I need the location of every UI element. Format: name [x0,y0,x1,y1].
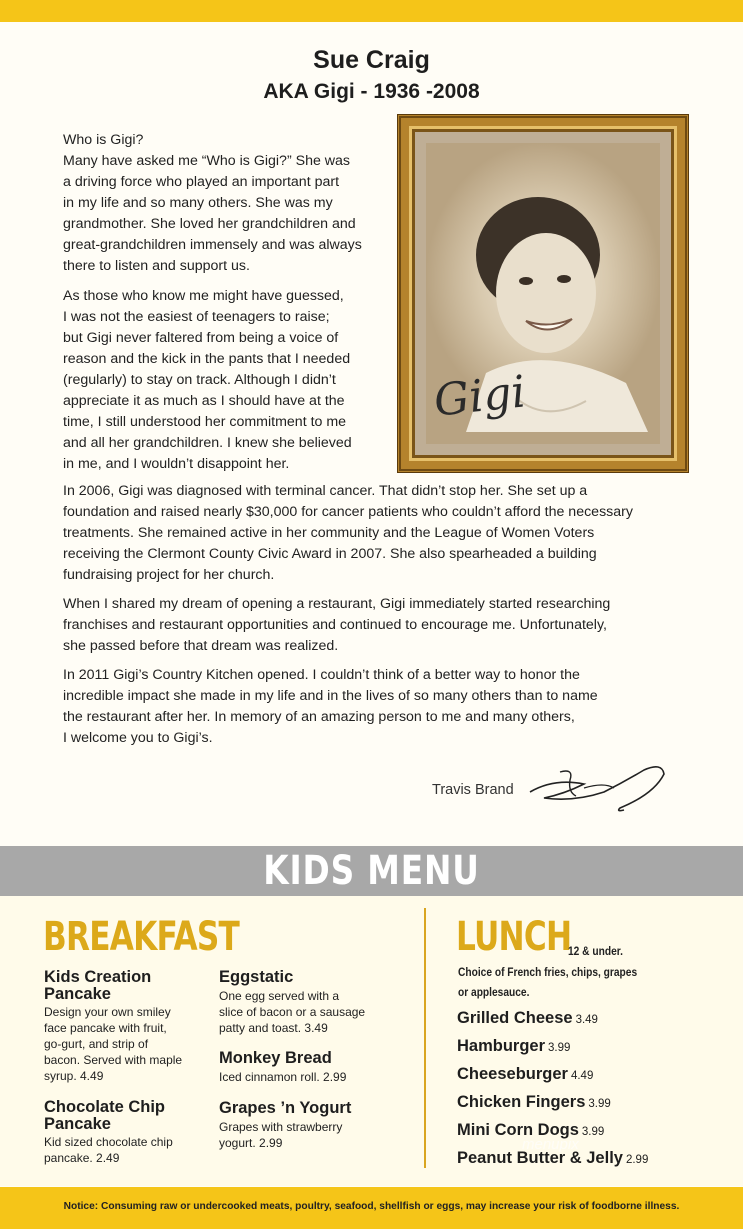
story-line: and all her grandchildren. I knew she believed [63,435,352,451]
story-paragraph-2 [63,286,385,475]
breakfast-title: BREAKFAST [43,914,240,960]
menu-item-desc: Iced cinnamon roll. 2.99 [219,1070,347,1084]
lunch-item: Mini Corn Dogs 3.99 [457,1121,605,1139]
story-line: appreciate it as much as I should have at the [63,393,345,409]
menu-item-name: Monkey Bread [219,1049,332,1067]
menu-item-name: Grapes ’n Yogurt [219,1099,352,1117]
story-line: there to listen and support us. [63,258,250,274]
story-line: great-grandchildren immensely and was always [63,237,362,253]
story-line: but Gigi never faltered from being a voice of [63,330,339,346]
story-line: grandmother. She loved her grandchildren and [63,216,356,232]
top-accent-bar [0,0,743,22]
story-line: a driving force who played an important part [63,174,340,190]
story-line: As those who know me might have guessed, [63,288,344,304]
story-line: in my life and so many others. She was my [63,195,333,211]
story-line: (regularly) to stay on track. Although I didn’t [63,372,336,388]
story-line: I was not the easiest of teenagers to raise; [63,309,330,325]
story-line: incredible impact she made in my life and in the lives of so many others than to name [63,688,598,704]
menu-item-name: Eggstatic [219,968,294,986]
lunch-item: Chicken Fingers 3.99 [457,1093,611,1111]
story-paragraph-3 [63,481,688,586]
menu-item-name: Kids Creation Pancake [44,968,152,1003]
lunch-age-note: 12 & under. [568,944,623,958]
foodborne-illness-notice: Notice: Consuming raw or undercooked meats, poultry, seafood, shellfish or eggs, may increase your risk of foodborne illness. [63,1201,680,1212]
story-line: foundation and raised nearly $30,000 for cancer patients who couldn’t afford the necessary [63,504,633,520]
kids-menu-title: KIDS MENU [263,848,480,894]
lunch-item: Hamburger 3.99 [457,1037,571,1055]
story-line: fundraising project for her church. [63,567,275,583]
menu-item-name: Chocolate Chip Pancake [44,1098,166,1133]
story-line: franchises and restaurant opportunities and continued to encourage me. Unfortunately, [63,617,607,633]
story-line: the restaurant after her. In memory of an amazing person to me and many others, [63,709,575,725]
story-line: I welcome you to Gigi’s. [63,730,213,746]
menu-item-desc: Kid sized chocolate chip pancake. 2.49 [44,1135,173,1165]
menu-item-desc: One egg served with a slice of bacon or a sausage patty and toast. 3.49 [219,989,366,1035]
story-line: receiving the Clermont County Civic Award in 2007. She also spearheaded a building [63,546,597,562]
story-paragraph-4 [63,594,688,657]
lunch-item: Peanut Butter & Jelly 2.99 [457,1149,649,1167]
page-subtitle: AKA Gigi - 1936 -2008 [263,80,480,103]
story-line: When I shared my dream of opening a restaurant, Gigi immediately started researching [63,596,611,612]
story-line: reason and the kick in the pants that I needed [63,351,351,367]
signature-scrawl-icon [524,758,674,818]
story-line: Many have asked me “Who is Gigi?” She was [63,153,351,169]
story-line: treatments. She remained active in her community and the League of Women Voters [63,525,595,541]
lunch-item: Cheeseburger 4.49 [457,1065,594,1083]
watermark: menupix [522,1136,579,1153]
signature-name: Travis Brand [432,782,514,798]
menu-column-divider [424,908,426,1168]
story-line: In 2011 Gigi’s Country Kitchen opened. I couldn’t think of a better way to honor the [63,667,580,683]
story-line: in me, and I wouldn’t disappoint her. [63,456,290,472]
story-line: she passed before that dream was realized. [63,638,339,654]
story-line: Who is Gigi? [63,132,144,148]
story-paragraph-5 [63,665,688,749]
lunch-sides-note: Choice of French fries, chips, grapes or applesauce. [458,965,638,999]
photo-caption: Gigi [431,366,528,427]
lunch-item: Grilled Cheese 3.49 [457,1009,598,1027]
page-title: Sue Craig [313,46,430,74]
menu-item-desc: Grapes with strawberry yogurt. 2.99 [219,1120,343,1150]
story-line: time, I still understood her commitment to me [63,414,347,430]
story-line: In 2006, Gigi was diagnosed with terminal cancer. That didn’t stop her. She set up a [63,483,588,499]
gigi-portrait-photo [426,143,660,444]
story-paragraph-1 [63,130,385,277]
menu-item-desc: Design your own smiley face pancake with fruit, go-gurt, and strip of bacon. Served with maple syrup. 4.49 [44,1005,183,1083]
gigi-photo-frame [398,115,688,472]
lunch-title: LUNCH [456,914,572,960]
